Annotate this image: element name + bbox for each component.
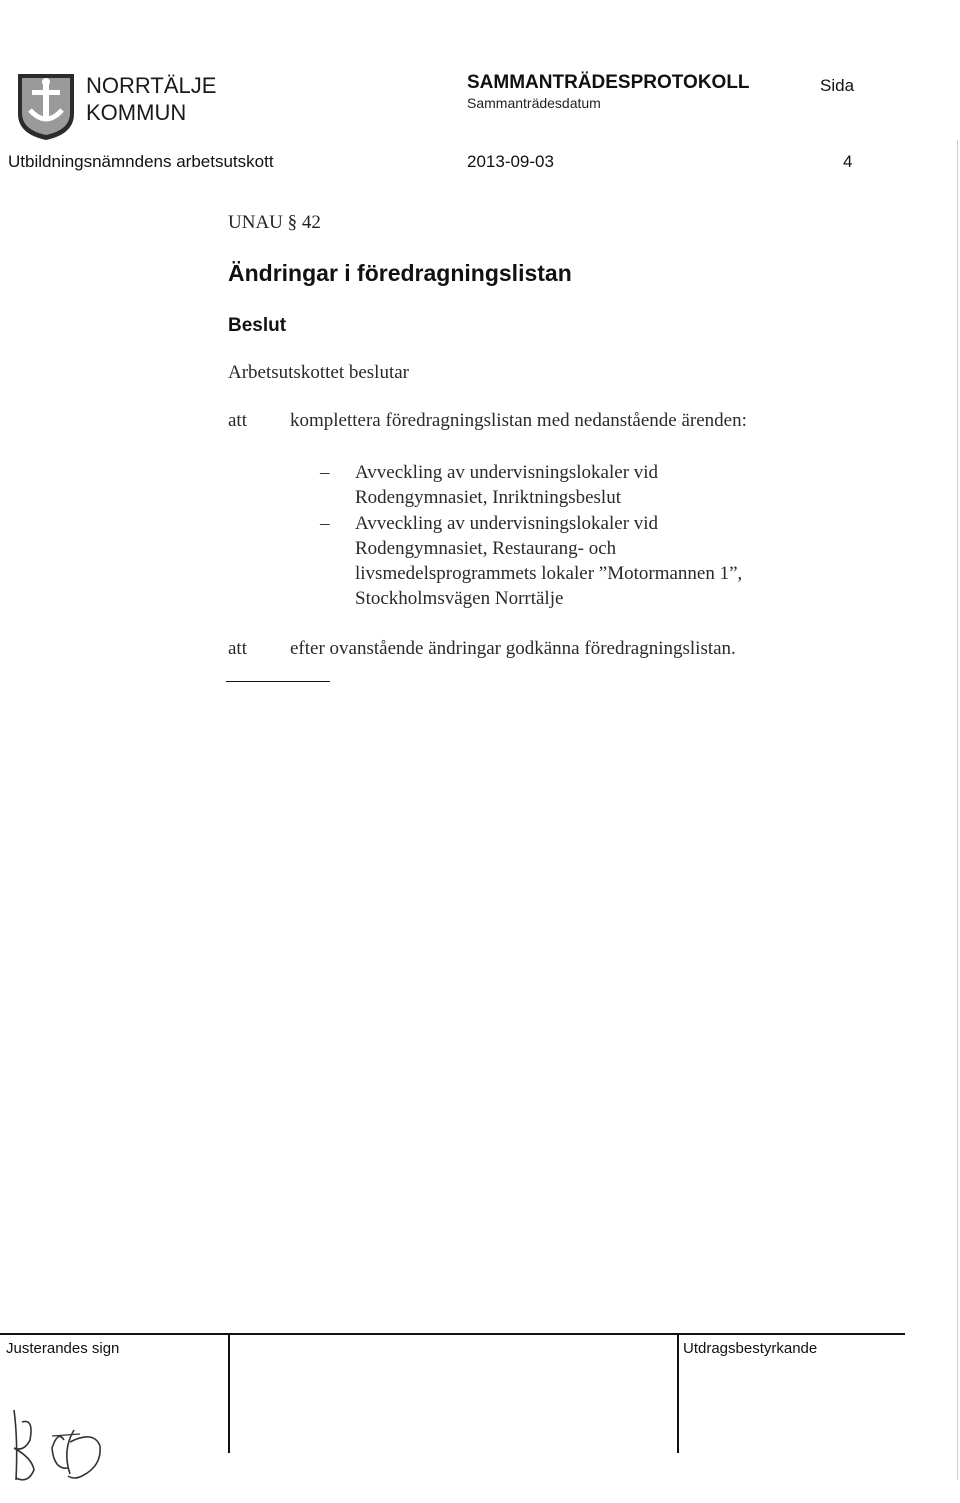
meeting-date-label: Sammanträdesdatum	[467, 95, 601, 111]
org-name-line2: KOMMUN	[86, 100, 187, 125]
list-item-line: livsmedelsprogrammets lokaler ”Motormannen 1”,	[355, 563, 743, 584]
handwritten-signature	[4, 1400, 134, 1495]
org-name-line1: NORRTÄLJE	[86, 73, 217, 98]
decision-text: komplettera föredragningslistan med nedanstående ärenden:	[290, 410, 747, 431]
decision-heading: Beslut	[228, 315, 287, 336]
page-edge-line	[957, 140, 958, 1480]
page-number: 4	[843, 152, 853, 171]
list-item-line: Avveckling av undervisningslokaler vid	[355, 462, 659, 483]
decision-prefix: att	[228, 410, 247, 431]
paragraph-reference: UNAU § 42	[228, 212, 321, 233]
section-end-rule	[226, 681, 330, 682]
coat-of-arms-icon	[14, 70, 78, 142]
list-item-line: Stockholmsvägen Norrtälje	[355, 588, 564, 609]
footer-top-rule	[0, 1333, 905, 1335]
document-type: SAMMANTRÄDESPROTOKOLL	[467, 72, 750, 93]
page-label: Sida	[820, 76, 855, 95]
decision-text: efter ovanstående ändringar godkänna föredragningslistan.	[290, 638, 736, 659]
list-bullet: –	[320, 462, 330, 483]
footer-divider-right	[677, 1333, 679, 1453]
committee-name: Utbildningsnämndens arbetsutskott	[8, 152, 274, 171]
page-title: Ändringar i föredragningslistan	[228, 260, 572, 286]
meeting-date: 2013-09-03	[467, 152, 554, 171]
footer-divider-left	[228, 1333, 230, 1453]
list-bullet: –	[320, 513, 330, 534]
list-item-line: Rodengymnasiet, Restaurang- och	[355, 538, 617, 559]
decision-intro: Arbetsutskottet beslutar	[228, 362, 409, 383]
list-item-line: Rodengymnasiet, Inriktningsbeslut	[355, 487, 621, 508]
utdrag-label: Utdragsbestyrkande	[683, 1340, 818, 1357]
municipality-logo	[14, 70, 78, 142]
list-item-line: Avveckling av undervisningslokaler vid	[355, 513, 659, 534]
justering-label: Justerandes sign	[6, 1340, 120, 1357]
decision-prefix: att	[228, 638, 247, 659]
